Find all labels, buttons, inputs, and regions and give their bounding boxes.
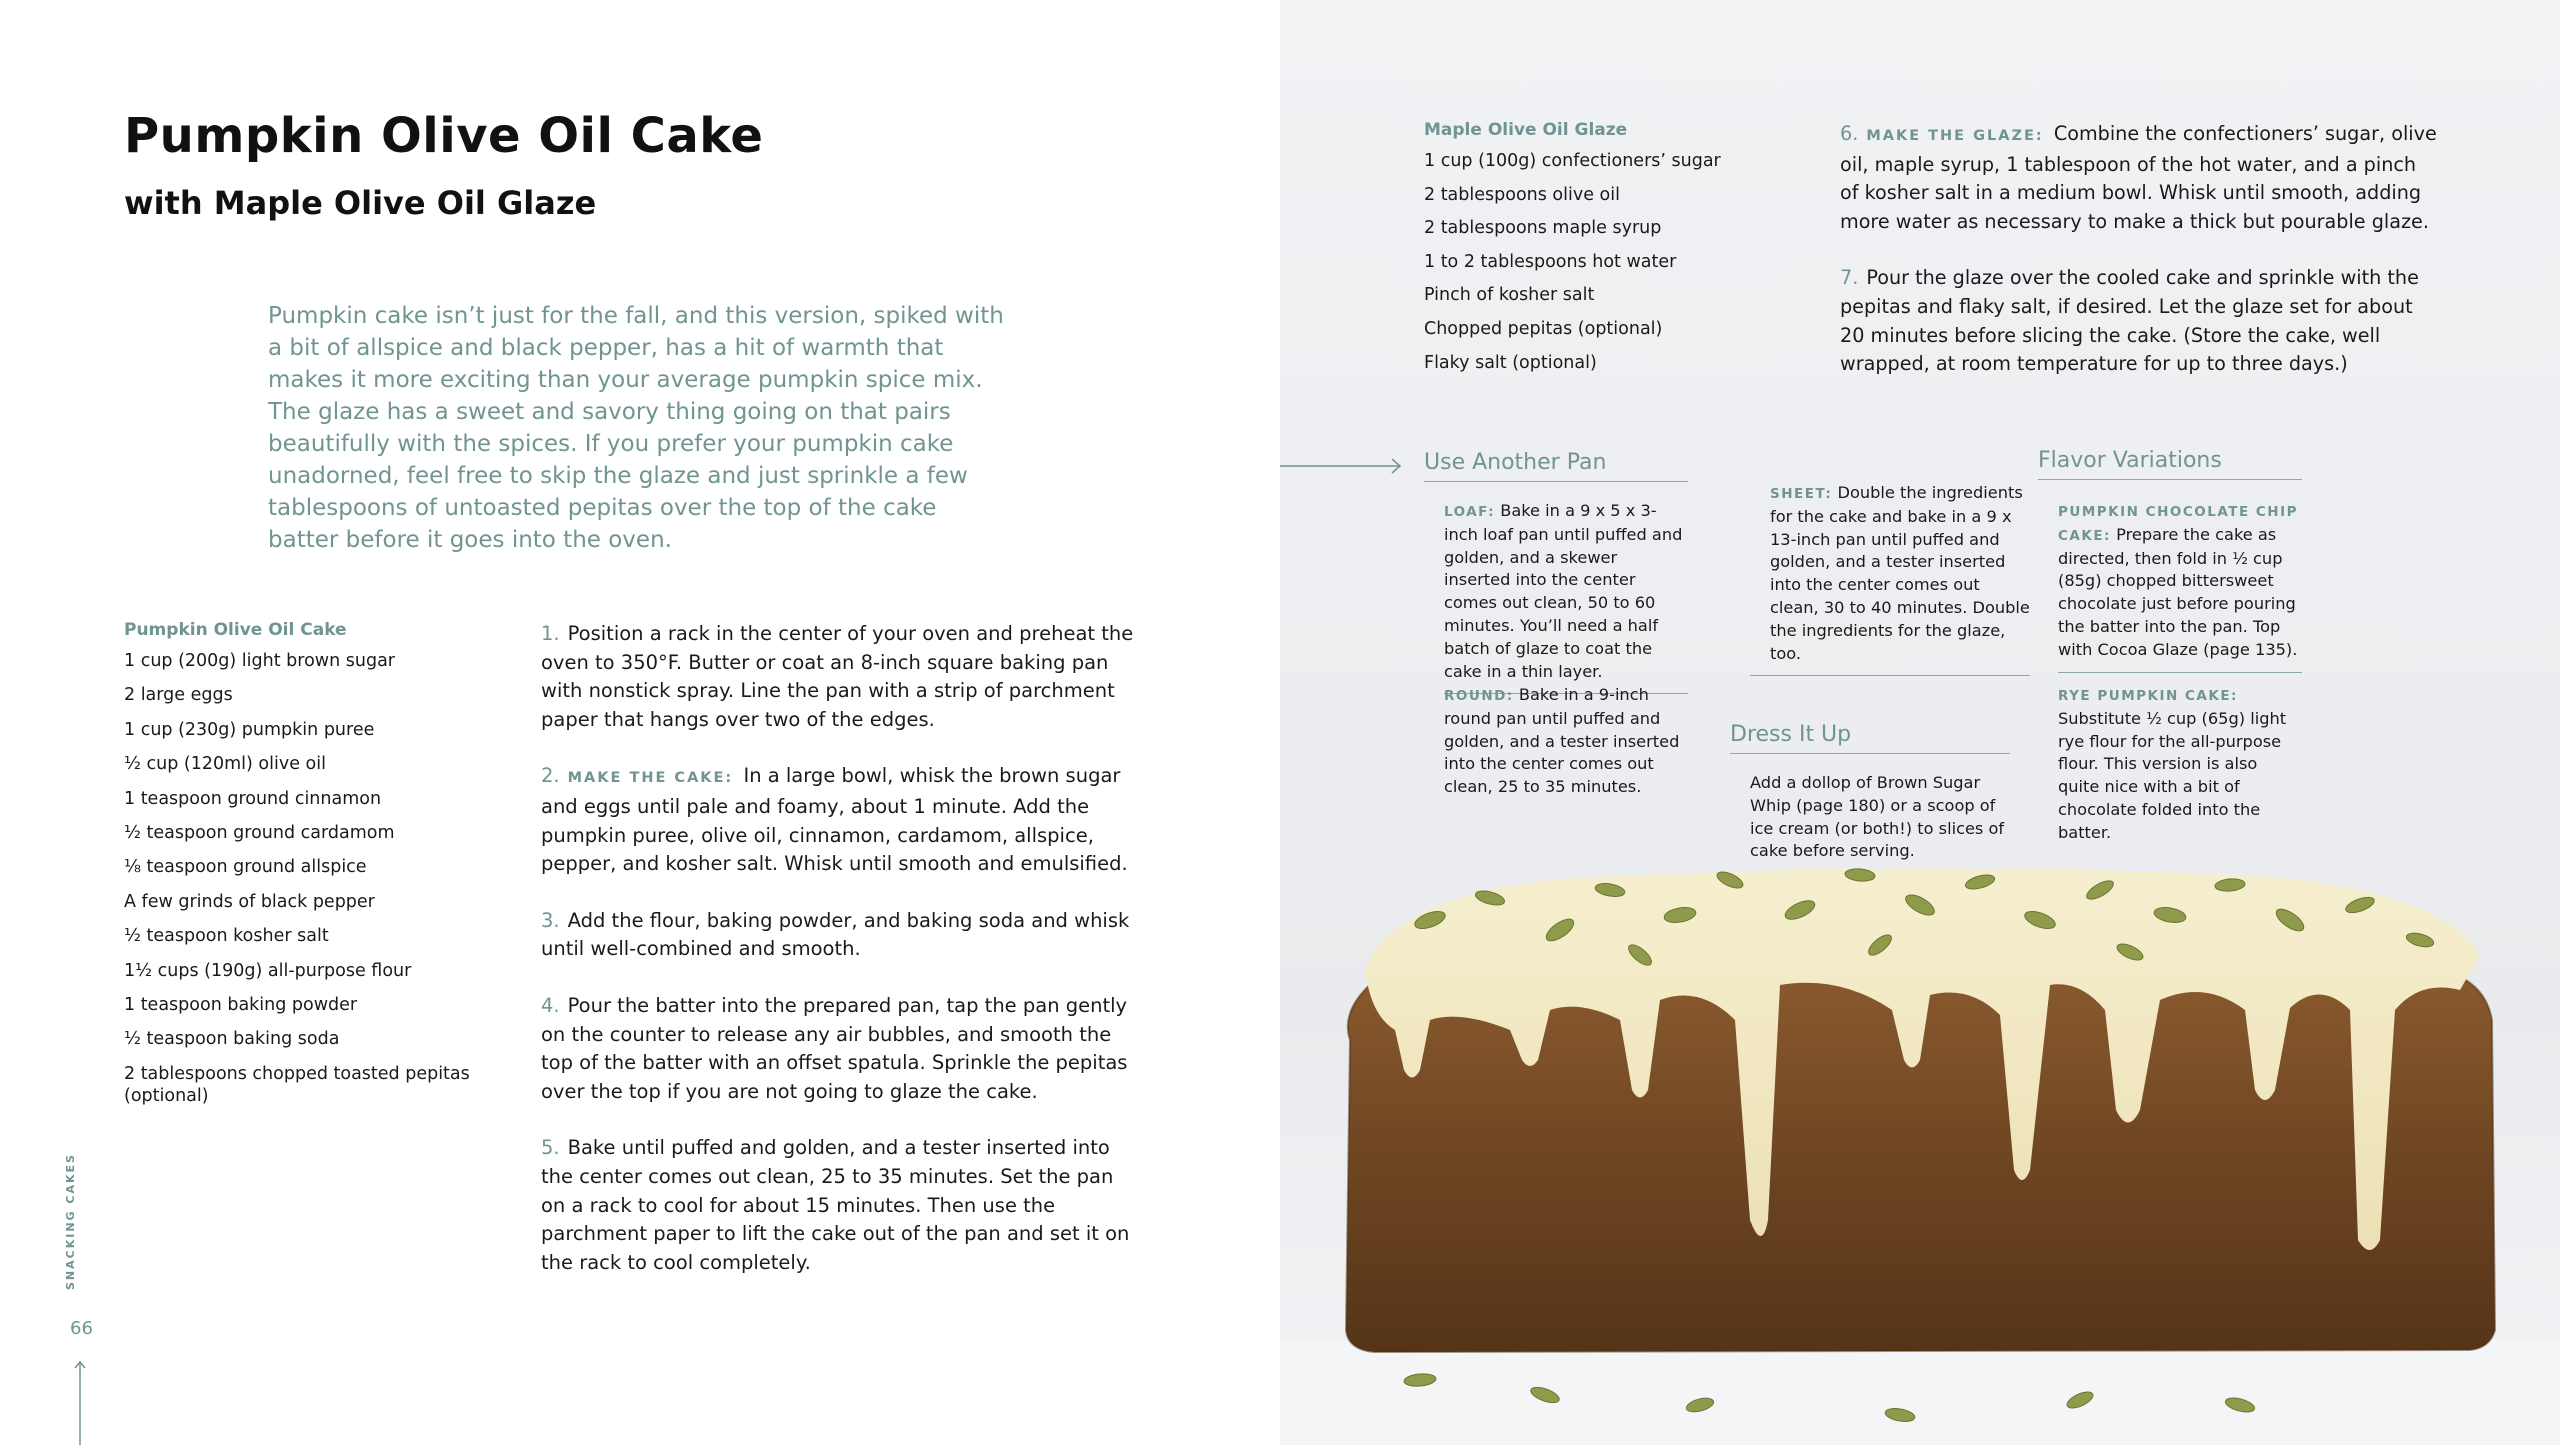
arrow-up-icon xyxy=(74,1360,86,1445)
ingredient-item: 1 cup (100g) confectioners’ sugar xyxy=(1424,151,1721,171)
step-text: In a large bowl, whisk the brown sugar and eggs until pale and foamy, about 1 minute. Add the pumpkin puree, olive oil, cinnamon, cardamom, allspice, pepper, and kosher salt. Whisk until smooth and emulsified. xyxy=(541,764,1128,876)
method-step xyxy=(541,1134,1141,1277)
ingredient-item: ½ teaspoon ground cardamom xyxy=(124,822,395,843)
recipe-subtitle: with Maple Olive Oil Glaze xyxy=(124,184,597,222)
ingredient-item: 2 tablespoons chopped toasted pepitas (optional) xyxy=(124,1063,470,1106)
step-lead: MAKE THE CAKE: xyxy=(567,770,734,787)
recipe-intro: Pumpkin cake isn’t just for the fall, and this version, spiked with a bit of allspice and black pepper, has a hit of warmth that makes it more exciting than your average pumpkin spice mix. The glaze has a sweet and savory thing going on that pairs beautifully with the spices. If you prefer your pumpkin cake unadorned, feel free to skip the glaze and just sprinkle a few tablespoons of untoasted pepitas over the top of the cake batter before it goes into the oven. xyxy=(268,303,1004,553)
right-page xyxy=(1280,0,2560,1445)
variation-text: Bake in a 9 x 5 x 3-inch loaf pan until puffed and golden, and a skewer inserted into the center comes out clean, 50 to 60 minutes. You’ll need a half batch of glaze to coat the cake in a thin layer. xyxy=(1444,501,1683,681)
step-number: 2. xyxy=(541,764,560,788)
step-number: 5. xyxy=(541,1136,560,1160)
glaze-ingredients-list xyxy=(1424,150,1784,374)
rye-variation xyxy=(2058,684,2302,845)
flavor-variations-heading: Flavor Variations xyxy=(2038,448,2302,480)
loaf-variation xyxy=(1444,500,1688,694)
step-text: Add the flour, baking powder, and baking soda and whisk until well-combined and smooth. xyxy=(541,908,1130,961)
step-number: 1. xyxy=(541,622,560,645)
step-number: 7. xyxy=(1840,266,1859,290)
ingredient-item: ⅛ teaspoon ground allspice xyxy=(124,857,367,878)
method-step xyxy=(1840,120,2440,236)
page-number: 66 xyxy=(70,1318,93,1339)
method-steps-1-5 xyxy=(541,620,1141,1305)
variation-lead: RYE PUMPKIN CAKE: xyxy=(2058,688,2238,704)
use-another-pan-heading: Use Another Pan xyxy=(1424,450,1688,482)
variation-text: Prepare the cake as directed, then fold in ½ cup (85g) chopped bittersweet chocolate just before pouring the batter into the pan. Top with Cocoa Glaze (page 135). xyxy=(2058,524,2298,659)
step-number: 3. xyxy=(541,908,560,932)
ingredient-item: 1 to 2 tablespoons hot water xyxy=(1424,251,1677,272)
dress-it-up-heading: Dress It Up xyxy=(1730,722,2010,754)
method-step xyxy=(541,762,1141,878)
glaze-ingredients xyxy=(1424,120,1784,385)
step-text: Combine the confectioners’ sugar, olive oil, maple syrup, 1 tablespoon of the hot water, and a pinch of kosher salt in a medium bowl. Whisk until smooth, adding more water as necessary to make a thick but pourable glaze. xyxy=(1840,122,2437,233)
round-variation xyxy=(1444,684,1688,799)
variation-lead: LOAF: xyxy=(1444,504,1496,520)
ingredient-item: 2 tablespoons maple syrup xyxy=(1424,218,1662,239)
ingredient-item: 1 teaspoon baking powder xyxy=(124,994,358,1015)
ingredient-item: 2 tablespoons olive oil xyxy=(1424,184,1620,205)
glaze-ingredients-heading: Maple Olive Oil Glaze xyxy=(1424,120,1628,140)
variation-text: Double the ingredients for the cake and bake in a 9 x 13-inch pan until puffed and golden, and a tester inserted into the center comes out clean, 30 to 40 minutes. Double the ingredients for the glaze, too. xyxy=(1770,483,2030,663)
ingredient-item: 1½ cups (190g) all-purpose flour xyxy=(124,960,412,981)
ingredient-item: 1 cup (230g) pumpkin puree xyxy=(124,719,375,740)
variation-lead: ROUND: xyxy=(1444,688,1514,704)
variation-lead: PUMPKIN CHOCOLATE CHIP CAKE: xyxy=(2058,504,2298,544)
cake-ingredients-list xyxy=(124,650,484,1107)
ingredient-item: 2 large eggs xyxy=(124,685,233,706)
sheet-variation xyxy=(1750,482,2030,676)
method-steps-6-7 xyxy=(1840,120,2440,407)
variation-text: Bake in a 9-inch round pan until puffed and golden, and a tester inserted into the center comes out clean, 25 to 35 minutes. xyxy=(1444,685,1680,797)
ingredient-item: A few grinds of black pepper xyxy=(124,891,375,912)
step-text: Bake until puffed and golden, and a tester inserted into the center comes out clean, 25 to 35 minutes. Set the pan on a rack to cool for about 15 minutes. Then use the parchment paper to lift the cake out of the pan and set it on the rack to cool completely. xyxy=(541,1136,1130,1274)
method-step xyxy=(1840,264,2440,378)
glazed-pumpkin-loaf-photo xyxy=(1280,860,2560,1445)
method-step xyxy=(541,992,1141,1106)
ingredient-item: Chopped pepitas (optional) xyxy=(1424,318,1663,339)
ingredient-item: ½ teaspoon kosher salt xyxy=(124,926,329,947)
chapter-side-label: SNACKING CAKES xyxy=(64,1153,77,1290)
dress-it-up-text: Add a dollop of Brown Sugar Whip (page 180) or a scoop of ice cream (or both!) to slices of cake before serving. xyxy=(1750,773,2005,861)
chocolate-chip-variation xyxy=(2058,500,2302,673)
step-text: Position a rack in the center of your oven and preheat the oven to 350°F. Butter or coat an 8-inch square baking pan with nonstick spray. Line the pan with a strip of parchment paper that hangs over two of the edges. xyxy=(541,622,1134,731)
ingredient-item: 1 cup (200g) light brown sugar xyxy=(124,651,395,671)
variation-lead: SHEET: xyxy=(1770,486,1833,502)
ingredient-item: Pinch of kosher salt xyxy=(1424,285,1595,306)
ingredient-item: Flaky salt (optional) xyxy=(1424,352,1597,373)
step-text: Pour the glaze over the cooled cake and sprinkle with the pepitas and flaky salt, if desired. Let the glaze set for about 20 minutes before slicing the cake. (Store the cake, well wrapped, at room temperature for up to three days.) xyxy=(1840,266,2419,376)
recipe-title: Pumpkin Olive Oil Cake xyxy=(124,108,764,164)
step-number: 6. xyxy=(1840,122,1859,145)
cake-ingredients-heading: Pumpkin Olive Oil Cake xyxy=(124,620,347,640)
ingredient-item: ½ teaspoon baking soda xyxy=(124,1029,340,1050)
step-number: 4. xyxy=(541,993,560,1017)
ingredient-item: 1 teaspoon ground cinnamon xyxy=(124,788,382,809)
step-text: Pour the batter into the prepared pan, tap the pan gently on the counter to release any air bubbles, and smooth the top of the batter with an offset spatula. Sprinkle the pepitas over the top if you are not going to glaze the cake. xyxy=(541,993,1128,1103)
step-lead: MAKE THE GLAZE: xyxy=(1866,128,2044,144)
method-step xyxy=(541,907,1141,964)
cake-ingredients xyxy=(124,620,484,1119)
method-step xyxy=(541,620,1141,734)
arrow-right-icon xyxy=(1280,454,1404,478)
variation-text: Substitute ½ cup (65g) light rye flour for the all-purpose flour. This version is also quite nice with a bit of chocolate folded into the batter. xyxy=(2058,708,2287,842)
ingredient-item: ½ cup (120ml) olive oil xyxy=(124,754,326,775)
